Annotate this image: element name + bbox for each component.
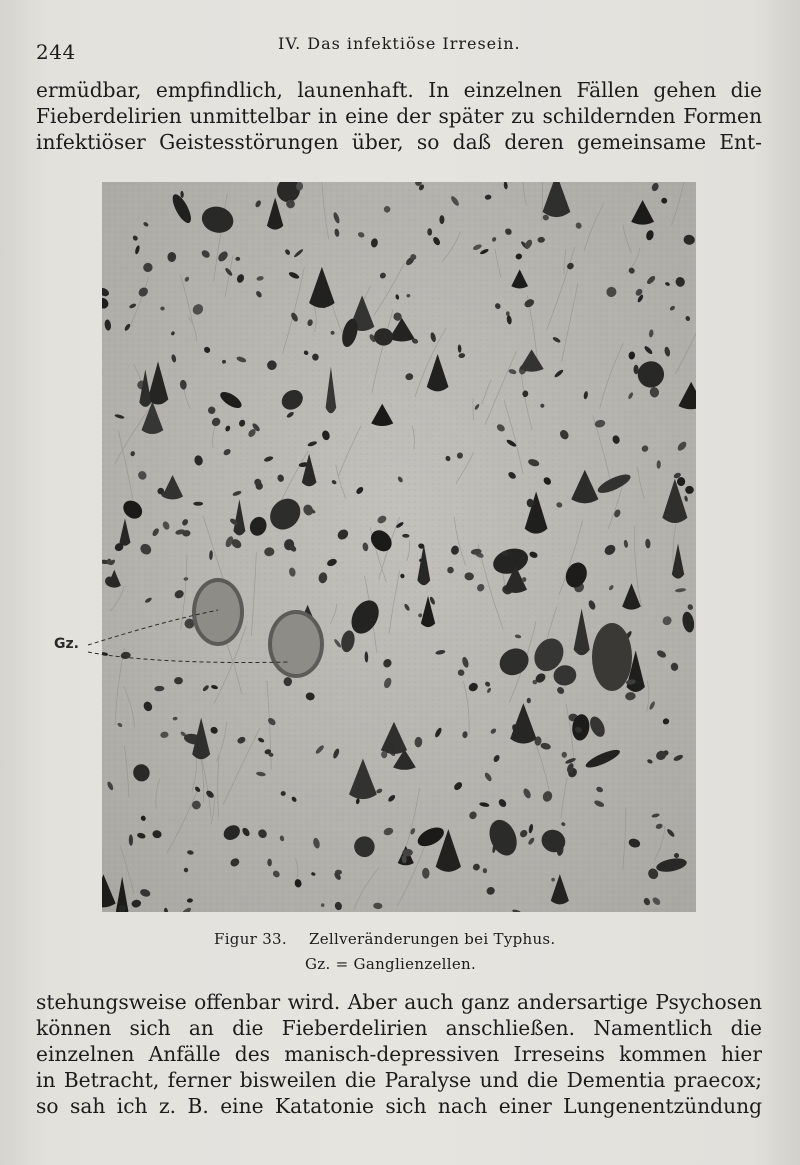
text-line: einzelnen Anfälle des manisch-depressiven Irreseins kommen hier (36, 1042, 762, 1066)
figure-label-gz: Gz. (54, 636, 79, 652)
page-number: 244 (36, 40, 76, 64)
ganglion-cell-body (196, 582, 240, 642)
text-line: stehungsweise offenbar wird. Aber auch ganz andersartige Psychosen (36, 990, 762, 1014)
figure-legend: Gz. = Ganglienzellen. (305, 955, 477, 973)
text-line: Fieberdelirien unmittelbar in eine der später zu schildernden Formen (36, 104, 762, 128)
glial-nucleus (439, 215, 444, 224)
glial-nucleus (321, 903, 324, 907)
ganglion-cell-outline (592, 623, 632, 691)
paragraph-top (36, 77, 762, 155)
text-line: infektiöser Geistesstörungen über, so daß deren gemeinsame Ent- (36, 130, 762, 154)
glial-nucleus (527, 698, 531, 704)
micrograph-figure (102, 182, 696, 912)
text-line: ermüdbar, empfindlich, launenhaft. In einzelnen Fällen gehen die (36, 78, 762, 102)
paragraph-bottom (36, 989, 762, 1119)
caption-title: Zellveränderungen bei Typhus. (308, 930, 556, 948)
figure-caption (214, 930, 555, 948)
ganglion-cell-body (272, 614, 320, 674)
text-line: so sah ich z. B. eine Katatonie sich nach einer Lungenentzündung (36, 1094, 762, 1118)
nerve-fiber (473, 399, 474, 421)
text-line: in Betracht, ferner bisweilen die Paralyse und die Dementia praecox; (36, 1068, 762, 1092)
caption-number: Figur 33. (214, 930, 287, 948)
running-head: IV. Das infektiöse Irresein. (278, 34, 521, 53)
glial-nucleus (193, 502, 203, 506)
micrograph-image (102, 182, 696, 912)
text-line: können sich an die Fieberdelirien anschließen. Namentlich die (36, 1016, 762, 1040)
